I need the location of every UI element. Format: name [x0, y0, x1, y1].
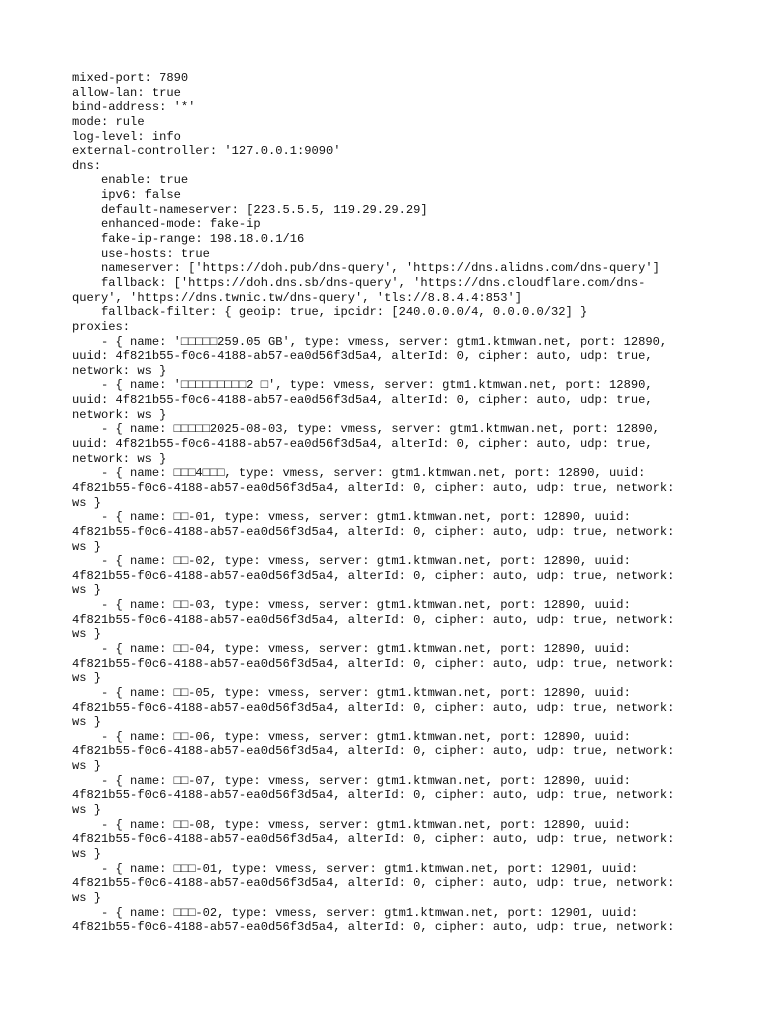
document-line: uuid: 4f821b55-f0c6-4188-ab57-ea0d56f3d5a4, alterId: 0, cipher: auto, udp: true, [72, 437, 653, 452]
document-line: 4f821b55-f0c6-4188-ab57-ea0d56f3d5a4, alterId: 0, cipher: auto, udp: true, network: [72, 788, 675, 803]
document-line: ws } [72, 671, 102, 686]
document-line: 4f821b55-f0c6-4188-ab57-ea0d56f3d5a4, alterId: 0, cipher: auto, udp: true, network: [72, 656, 675, 671]
document-line: 4f821b55-f0c6-4188-ab57-ea0d56f3d5a4, alterId: 0, cipher: auto, udp: true, network: [72, 832, 675, 847]
document-line: ws } [72, 890, 102, 905]
document-line: 4f821b55-f0c6-4188-ab57-ea0d56f3d5a4, alterId: 0, cipher: auto, udp: true, network: [72, 612, 675, 627]
document-line: log-level: info [72, 129, 181, 144]
document-line: ws } [72, 715, 102, 730]
document-line: fallback: ['https://doh.dns.sb/dns-query', 'https://dns.cloudflare.com/dns- [72, 275, 646, 290]
document-line: - { name: □□-06, type: vmess, server: gtm1.ktmwan.net, port: 12890, uuid: [72, 729, 631, 744]
document-line: ws } [72, 627, 102, 642]
document-line: - { name: □□-02, type: vmess, server: gtm1.ktmwan.net, port: 12890, uuid: [72, 554, 631, 569]
document-line: external-controller: '127.0.0.1:9090' [72, 144, 341, 159]
document-line: nameserver: ['https://doh.pub/dns-query', 'https://dns.alidns.com/dns-query'] [72, 261, 660, 276]
document-line: network: ws } [72, 407, 167, 422]
document-line: - { name: □□□4□□□, type: vmess, server: gtm1.ktmwan.net, port: 12890, uuid: [72, 466, 646, 481]
document-line: 4f821b55-f0c6-4188-ab57-ea0d56f3d5a4, alterId: 0, cipher: auto, udp: true, network: [72, 876, 675, 891]
document-line: 4f821b55-f0c6-4188-ab57-ea0d56f3d5a4, alterId: 0, cipher: auto, udp: true, network: [72, 700, 675, 715]
document-line: mode: rule [72, 114, 145, 129]
document-line: default-nameserver: [223.5.5.5, 119.29.29.29] [72, 202, 428, 217]
document-line: use-hosts: true [72, 246, 210, 261]
document-line: fake-ip-range: 198.18.0.1/16 [72, 232, 305, 247]
document-line: - { name: □□-01, type: vmess, server: gtm1.ktmwan.net, port: 12890, uuid: [72, 510, 631, 525]
document-line: dns: [72, 158, 102, 173]
document-line: ws } [72, 759, 102, 774]
document-line: - { name: □□-05, type: vmess, server: gtm1.ktmwan.net, port: 12890, uuid: [72, 685, 631, 700]
document-line: network: ws } [72, 451, 167, 466]
document-line: proxies: [72, 319, 131, 334]
document-line: 4f821b55-f0c6-4188-ab57-ea0d56f3d5a4, alterId: 0, cipher: auto, udp: true, network: [72, 920, 675, 935]
document-line: ws } [72, 583, 102, 598]
document-line: 4f821b55-f0c6-4188-ab57-ea0d56f3d5a4, alterId: 0, cipher: auto, udp: true, network: [72, 480, 675, 495]
document-line: - { name: '□□□□□259.05 GB', type: vmess, server: gtm1.ktmwan.net, port: 12890, [72, 334, 668, 349]
document-line: ws } [72, 539, 102, 554]
document-line: ws } [72, 803, 102, 818]
document-line: - { name: '□□□□□□□□□2 □', type: vmess, server: gtm1.ktmwan.net, port: 12890, [72, 378, 653, 393]
document-line: uuid: 4f821b55-f0c6-4188-ab57-ea0d56f3d5a4, alterId: 0, cipher: auto, udp: true, [72, 349, 653, 364]
document-line: mixed-port: 7890 [72, 71, 189, 85]
document-line: enhanced-mode: fake-ip [72, 217, 261, 232]
document-line: 4f821b55-f0c6-4188-ab57-ea0d56f3d5a4, alterId: 0, cipher: auto, udp: true, network: [72, 744, 675, 759]
document-line: - { name: □□-08, type: vmess, server: gtm1.ktmwan.net, port: 12890, uuid: [72, 817, 631, 832]
document-line: uuid: 4f821b55-f0c6-4188-ab57-ea0d56f3d5a4, alterId: 0, cipher: auto, udp: true, [72, 393, 653, 408]
document-line: query', 'https://dns.twnic.tw/dns-query', 'tls://8.8.4.4:853'] [72, 290, 522, 305]
document-line: fallback-filter: { geoip: true, ipcidr: [240.0.0.0/4, 0.0.0.0/32] } [72, 305, 588, 320]
document-line: - { name: □□□-01, type: vmess, server: gtm1.ktmwan.net, port: 12901, uuid: [72, 861, 639, 876]
document-line: 4f821b55-f0c6-4188-ab57-ea0d56f3d5a4, alterId: 0, cipher: auto, udp: true, network: [72, 524, 675, 539]
document-line: bind-address: '*' [72, 100, 196, 115]
document-line: - { name: □□-04, type: vmess, server: gtm1.ktmwan.net, port: 12890, uuid: [72, 641, 631, 656]
document-line: ws } [72, 846, 102, 861]
document-line: 4f821b55-f0c6-4188-ab57-ea0d56f3d5a4, alterId: 0, cipher: auto, udp: true, network: [72, 568, 675, 583]
document-line: - { name: □□□-02, type: vmess, server: gtm1.ktmwan.net, port: 12901, uuid: [72, 905, 639, 920]
document-line: network: ws } [72, 363, 167, 378]
document-line: enable: true [72, 173, 189, 188]
document-line: ws } [72, 495, 102, 510]
document-line: allow-lan: true [72, 85, 181, 100]
document-line: - { name: □□□□□2025-08-03, type: vmess, server: gtm1.ktmwan.net, port: 12890, [72, 422, 660, 437]
document-line: - { name: □□-03, type: vmess, server: gtm1.ktmwan.net, port: 12890, uuid: [72, 598, 631, 613]
config-document [72, 71, 712, 935]
document-line: - { name: □□-07, type: vmess, server: gtm1.ktmwan.net, port: 12890, uuid: [72, 773, 631, 788]
document-line: ipv6: false [72, 188, 181, 203]
